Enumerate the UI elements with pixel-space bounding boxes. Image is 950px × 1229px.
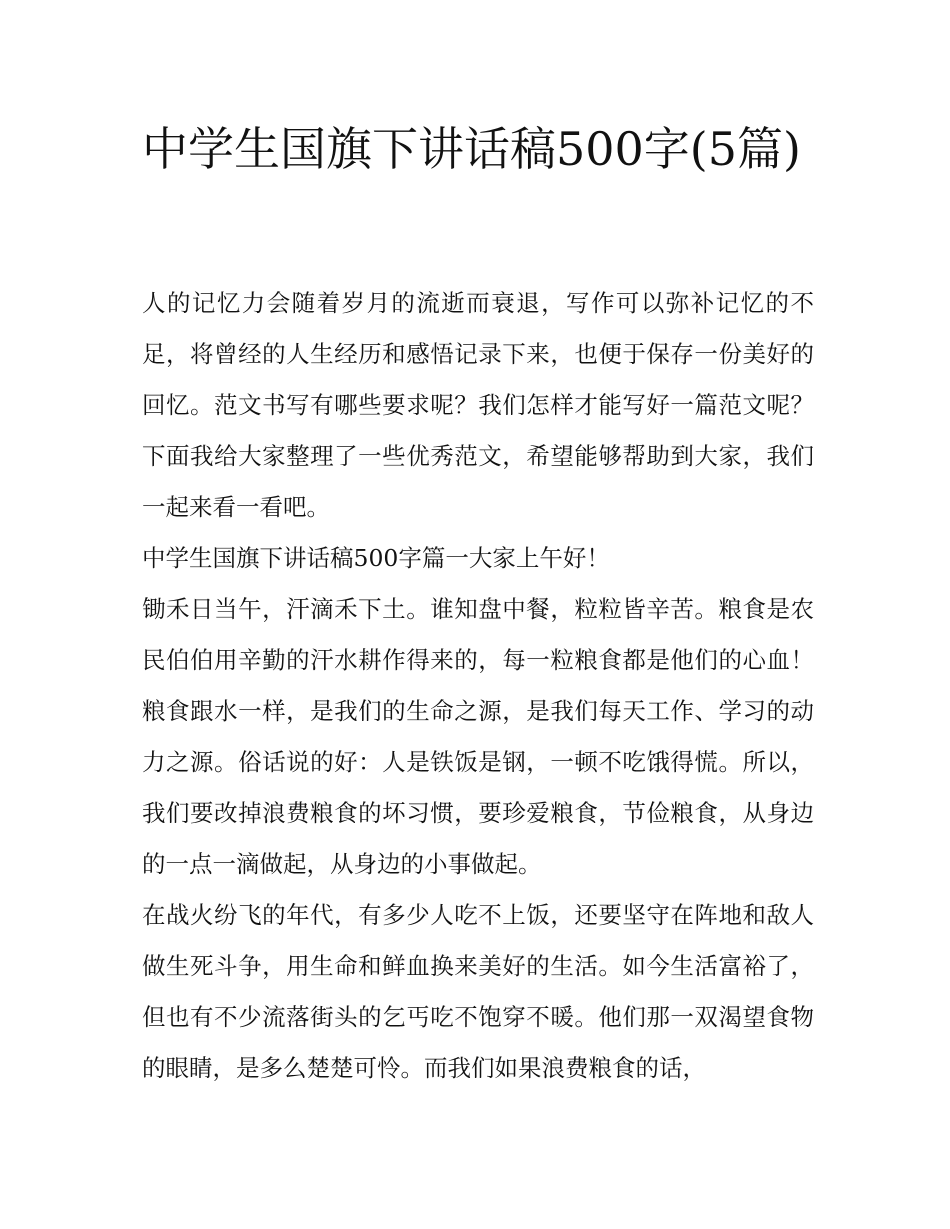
document-body [142,278,814,1094]
paragraph-intro: 人的记忆力会随着岁月的流逝而衰退，写作可以弥补记忆的不足，将曾经的人生经历和感悟记录下来，也便于保存一份美好的回忆。范文书写有哪些要求呢？我们怎样才能写好一篇范文呢？下面我给大家整理了一些优秀范文，希望能够帮助到大家，我们一起来看一看吧。 [142,289,814,521]
paragraph-heading-speech-one: 中学生国旗下讲话稿500字篇一大家上午好！ [142,544,610,572]
paragraph-grain-poem: 锄禾日当午，汗滴禾下土。谁知盘中餐，粒粒皆辛苦。粮食是农民伯伯用辛勤的汗水耕作得来的，每一粒粮食都是他们的心血！粮食跟水一样，是我们的生命之源，是我们每天工作、学习的动力之源。俗话说的好：人是铁饭是钢，一顿不吃饿得慌。所以，我们要改掉浪费粮食的坏习惯，要珍爱粮食，节俭粮食，从身边的一点一滴做起，从身边的小事做起。 [142,595,814,878]
paragraph-war-years: 在战火纷飞的年代，有多少人吃不上饭，还要坚守在阵地和敌人做生死斗争，用生命和鲜血换来美好的生活。如今生活富裕了，但也有不少流落街头的乞丐吃不饱穿不暖。他们那一双渴望食物的眼睛，是多么楚楚可怜。而我们如果浪费粮食的话， [142,901,814,1082]
document-title: 中学生国旗下讲话稿500字(5篇) [142,122,801,176]
